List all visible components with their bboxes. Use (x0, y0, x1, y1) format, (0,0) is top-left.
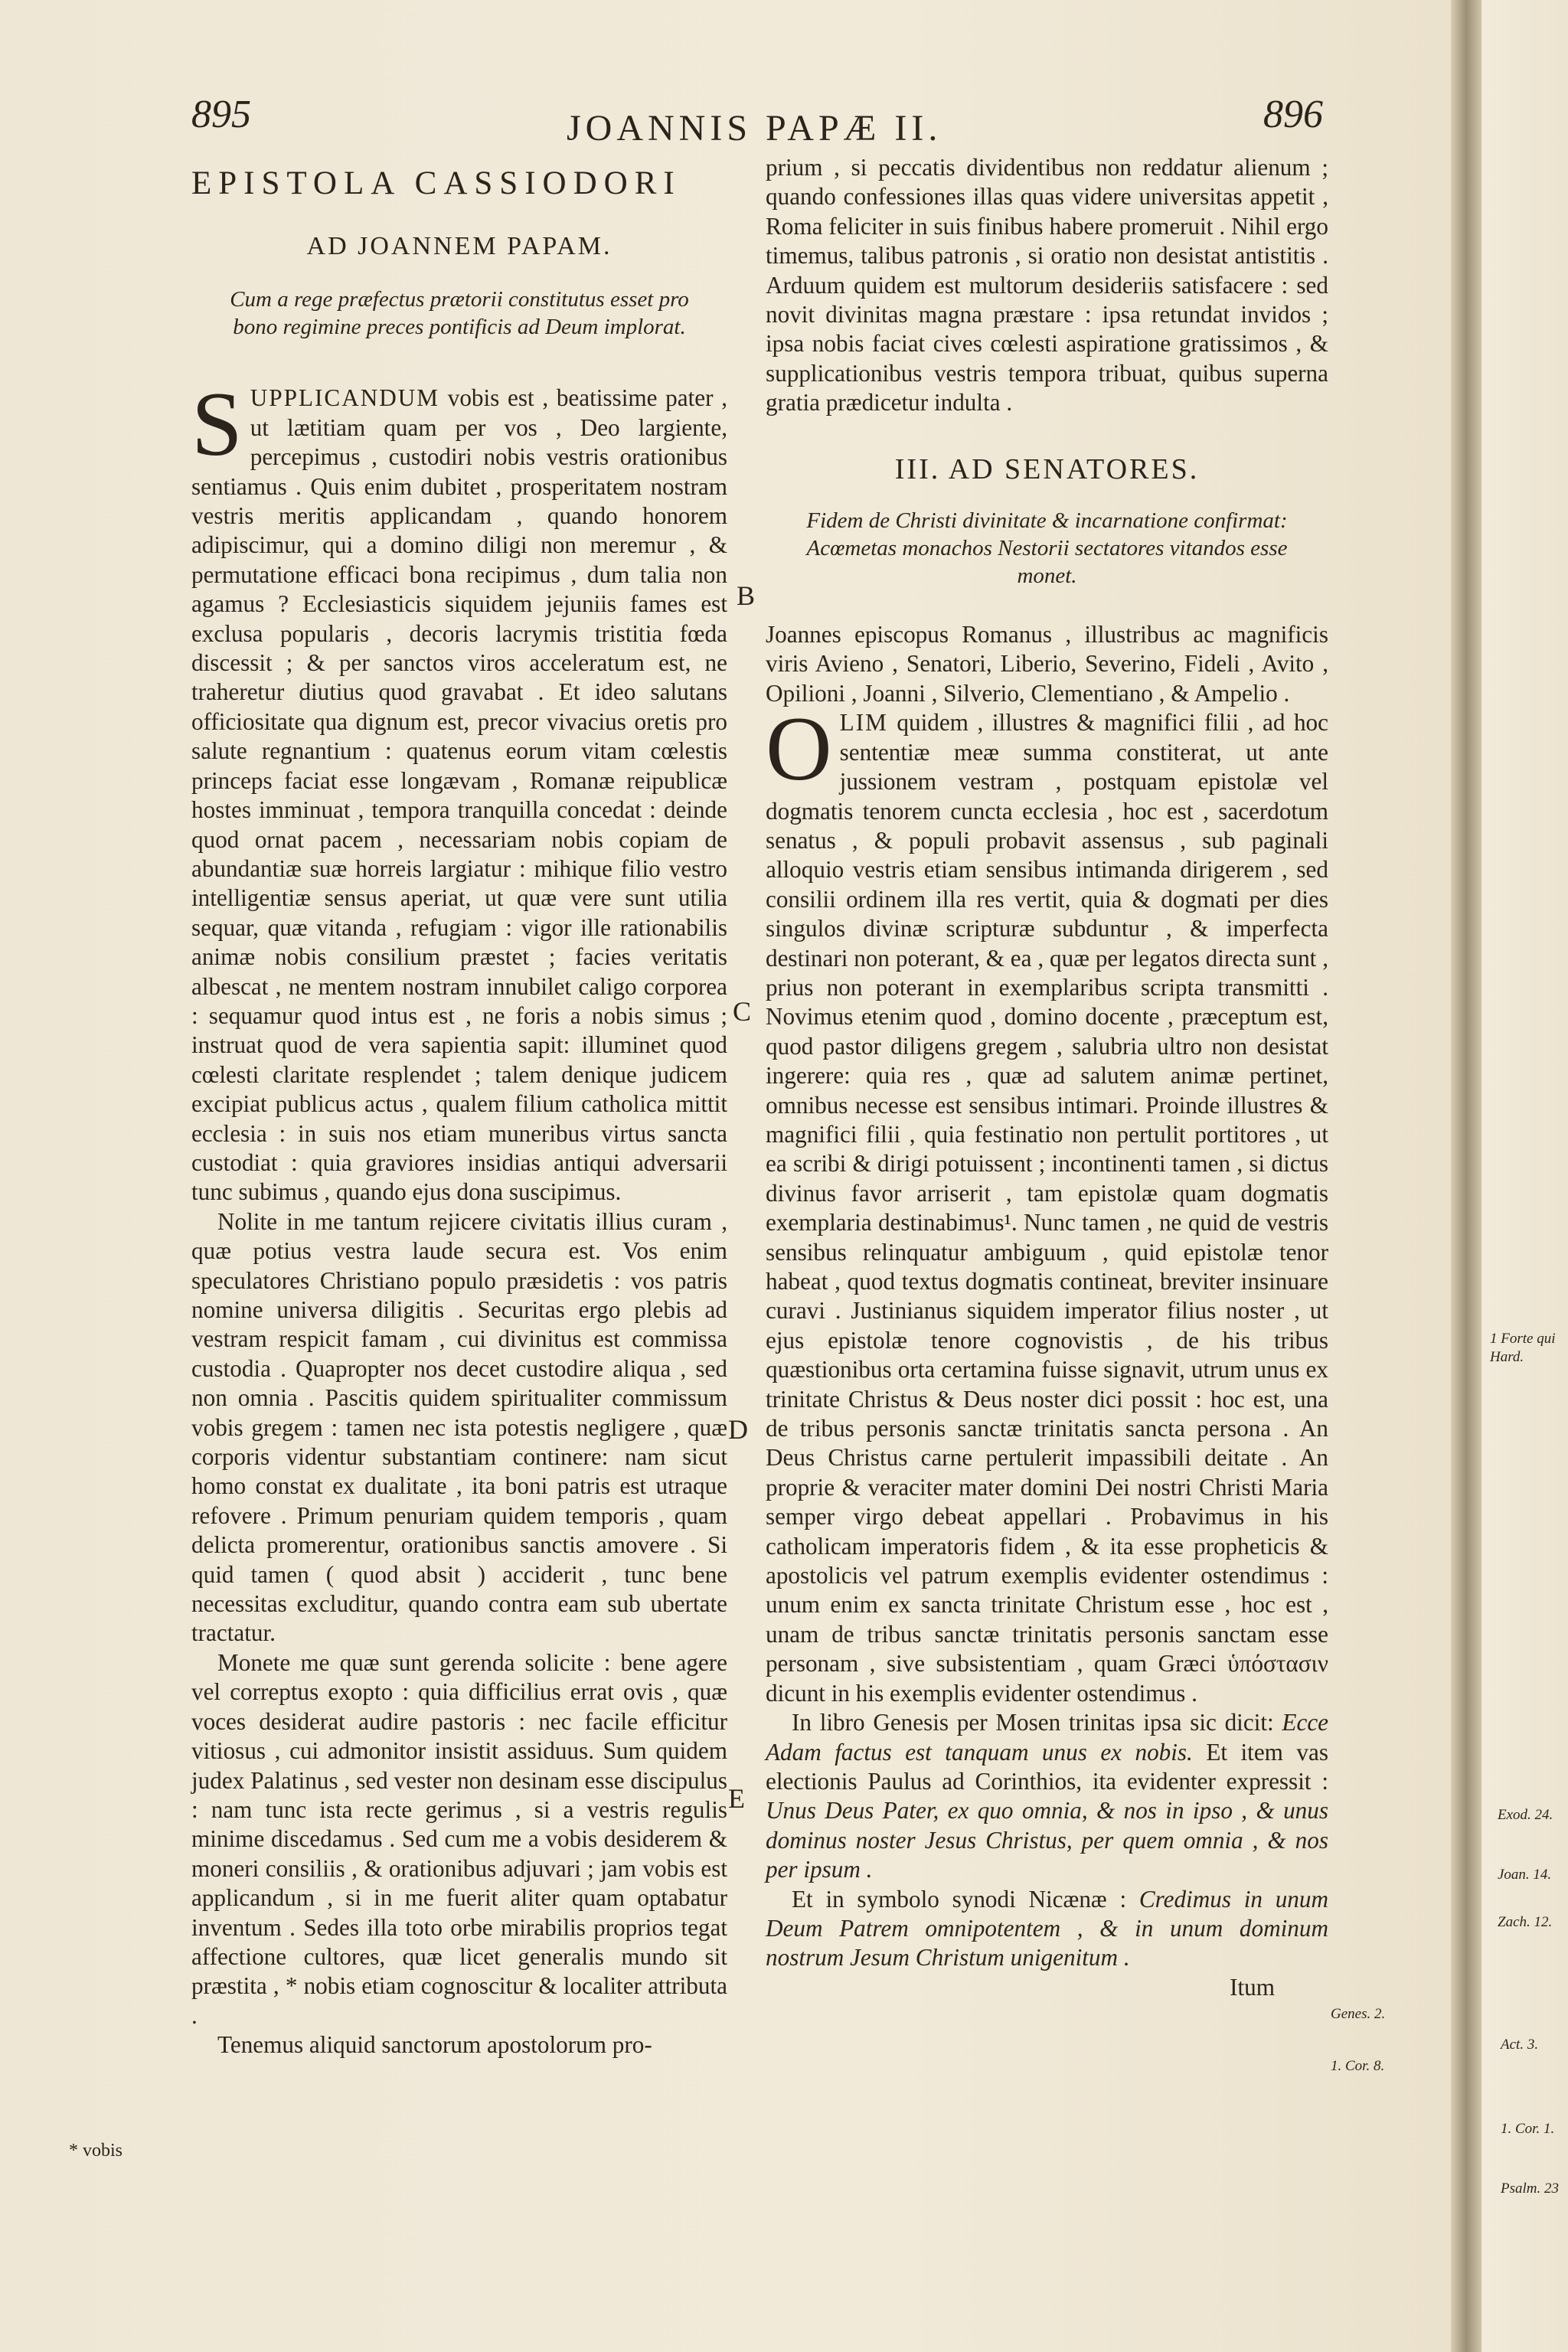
book-gutter (1451, 0, 1481, 2352)
section-letter-b: B (737, 580, 756, 611)
section-letter-e: E (728, 1783, 745, 1814)
drop-cap: O (766, 697, 832, 800)
paragraph: Nolite in me tantum rejicere civitatis illius curam , quæ potius vestra laude secura est. Vos enim speculatores Christiano populo præsidetis : vos patris nomine universa diligitis . Securitas ergo plebis ad vestram respicit famam , cui divinitus est commissa custodia . Quapropter nos decet custodire aliqua , sed non omnia . Pascitis quidem spiritualiter commissum vobis gregem : tamen nec ista potestis negligere , quæ corporis videntur substantiam continere: nam sicut homo constat ex dualitate , ita boni patris est utraque refovere . Primum penuriam quidem temporis , quam delicta promerentur, orationibus sanctis amovere . Si quid tamen ( quod absit ) acciderit , tunc bene necessitas excluditur, quando contra eam sub ubertate tractatur. (191, 1207, 727, 1647)
page-number-left: 895 (191, 93, 251, 136)
left-column (191, 165, 727, 2060)
first-word: LIM (839, 709, 888, 737)
paragraph: Monete me quæ sunt gerenda solicite : bene agere vel correptus exopto : quia difficilius errat ovis , quæ voces desiderat audire pastoris : nec facile efficitur vitiosus , cui admonitor insistit assiduus. Sum quidem judex Palatinus , sed vester non desinam esse discipulus : nam tunc ista recte gerimus , si a vestris regulis minime discedamus . Sed cum me a vobis desiderem & moneri consiliis , & orationibus adjuvari ; jam vobis est applicandum , si in me fuerit aliter quam optabatur inventum . Sedes illa toto orbe mirabilis proprios tegat affectione cultores, quæ licet generalis mundo sit præstita , * nobis etiam cognoscitur & localiter attributa . (191, 1648, 727, 2029)
paragraph (766, 697, 1328, 1708)
right-column (766, 153, 1328, 2002)
margin-note: Joan. 14. (1498, 1867, 1552, 1883)
margin-note: Hard. (1490, 1349, 1524, 1365)
paragraph-text: vobis est , beatissime pater , ut lætitiam quam per vos , Deo largiente, percepimus , custodiri nobis vestris orationibus sentiamus . Quis enim dubitet , prosperitatem nostram vestris meritis applicandam , quando honorem adipiscimur, qui a domino diligi non meremur , & permutatione efficaci bona recipimus , dum talia non agamus ? Ecclesiasticis siquidem jejuniis fames est exclusa popularis , decoris lacrymis tristitia fœda discessit ; & per sanctos viros acceleratum est, ne traheretur diutius quod gravabat . Et ideo salutans officiositate qua dignum est, precor vivacius oretis pro salute regnantium : quatenus eorum vitam cœlestis princeps faciat esse longævam , Romanæ reipublicæ hostes imminuat , tempora tranquilla concedat : deinde quod ornat pacem , necessariam nobis copiam de abundantiæ suæ horreis largiatur : mihique filio vestro intelligentiæ sensus aperiat, ut quæ vere sunt utilia sequar, quæ vitanda , refugiam : vigor ille rationabilis animæ nobis consilium præstet ; facies veritatis albescat , ne mentem nostram innubilet caligo corporea : sequamur quod intus est , ne foris a nobis simus ; instruat quod de vera sapientia sapit: illuminet quod cœlesti claritate resplendet ; talem denique judicem excipiat publicus actus , qualem filium catholica mittit ecclesia : in suis nos etiam muneribus virtus sancta custodiat : quia graviores insidias antiqui adversarii tunc subimus , quando ejus dona suscipimus. (191, 384, 727, 1206)
margin-note: Zach. 12. (1498, 1914, 1553, 1930)
epistle-title: EPISTOLA CASSIODORI (191, 165, 681, 201)
adjacent-page-edge (1481, 0, 1568, 2352)
page-number-right: 896 (1263, 93, 1323, 136)
paragraph: In libro Genesis per Mosen trinitas ipsa sic dicit: Ecce Adam factus est tanquam unus ex nobis. Et item vas electionis Paulus ad Corinthios, ita evidenter expressit : Unus Deus Pater, ex quo omnia, & nos in ipso , & unus dominus noster Jesus Christus, per quem omnia , & nos per ipsum . (766, 1709, 1328, 1883)
paragraph: Et in symbolo synodi Nicænæ : Credimus in unum Deum Patrem omnipotentem , & in unum dominum nostrum Jesum Christum unigenitum . (766, 1885, 1328, 1971)
paragraph-text: quidem , illustres & magnifici filii , ad hoc sententiæ meæ summa constiterat, ut ante jussionem vestram , postquam epistolæ vel dogmatis tenorem cuncta ecclesia , hoc est , sacerdotum senatus , & populi probavit assensus , sub paginali alloquio vestris etiam sensibus intimanda dirigerem , sed consilii ordinem illa res vertit, quia & dogmati per dies singulos divinæ scripturæ subduntur , & imperfecta destinari non poterant, & ea , quæ per legatos directa sunt , prius non poterant in exemplaribus scripta transmitti . Novimus etenim quod , domino docente , præceptum est, quod pastor diligens gregem , salubria ultro non desistat ingerere: quia res , quæ ad salutem animæ pertinet, omnibus necesse est sensibus intimari. Proinde illustres & magnifici filii , quia festinatio non pertulit portitores , ut ea scribi & dirigi potuissent ; incontinenti tamen , si dictus divinus favor arriserit , tam epistolæ quam dogmatis exemplaria destinabimus¹. Nunc tamen , ne quid de vestris sensibus relinquatur ambiguum , quid epistolæ tenor habeat , quod textus dogmatis contineat, breviter insinuare curavi . Justinianus siquidem imperator filius noster , ut ejus epistolæ tenore cognovistis , de his tribus quæstionibus orta certamina fuisse signavit, utrum unus ex trinitate Christus & Deus noster dici possit : hoc est, una de tribus personis sanctæ trinitatis sancta persona . An Deus Christus carne pertulerit impassibili deitate . An proprie & veraciter mater domini Dei nostri Christi Maria semper virgo debeat appellari . Probavimus in his catholicam imperatoris fidem , & ita esse propheticis & apostolicis vel patrum exemplis evidenter ostendimus : unum enim ex sancta trinitate Christum esse , hoc est , unam de tribus sanctæ trinitatis personis sanctam esse personam , sive subsistentiam , quam Græci ὑπόστασιν dicunt in his exemplis evidenter ostendimus . (766, 709, 1328, 1707)
margin-note: Act. 3. (1501, 2037, 1539, 2053)
left-margin-note: * vobis (69, 2141, 123, 2161)
paragraph (191, 373, 727, 1207)
paragraph: prium , si peccatis dividentibus non reddatur alienum ; quando confessiones illas quas videre universitas appetit , Roma feliciter in suis finibus habere promeruit . Nihil ergo timemus, talibus patronis , si oratio non desistat antistitis . Arduum quidem est multorum desideriis satisfacere : sed novit divinitas magna præstare : ipsa retundat invidos ; ipsa nobis faciat cives cœlesti aspiratione gratissimos , & supplicationibus vestris tempora tribuat, quibus superna gratia prædicetur indulta . (766, 154, 1328, 416)
margin-note: Psalm. 23 (1501, 2180, 1559, 2197)
scripture-quote: Unus Deus Pater, ex quo omnia, & nos in ipso , & unus dominus noster Jesus Christus, per quem omnia , & nos per ipsum . (766, 1797, 1328, 1883)
margin-note: Exod. 24. (1498, 1807, 1553, 1823)
paragraph: Tenemus aliquid sanctorum apostolorum pro- (217, 2031, 652, 2059)
margin-note: 1 Forte qui (1490, 1331, 1556, 1347)
margin-note: Genes. 2. (1331, 2006, 1386, 2022)
drop-cap: S (191, 373, 243, 475)
first-word: UPPLICANDUM (250, 384, 440, 412)
scripture-quote: Ecce Adam factus est tanquam unus ex nobis. (766, 1709, 1328, 1766)
section-title: III. AD SENATORES. (894, 452, 1200, 485)
margin-note: 1. Cor. 1. (1501, 2121, 1555, 2137)
epistle-addressee: AD JOANNEM PAPAM. (306, 232, 612, 260)
margin-note: 1. Cor. 8. (1331, 2058, 1385, 2074)
salutation: Joannes episcopus Romanus , illustribus ac magnificis viris Avieno , Senatori, Liberio, Severino, Fideli , Avito , Opilioni , Joanni , Silverio, Clementiano , & Ampelio . (766, 621, 1328, 707)
section-letter-d: D (728, 1414, 748, 1445)
catchword: Itum (1230, 1973, 1275, 2001)
epistle-summary: Cum a rege præfectus prætorii constitutus esset pro bono regimine preces pontificis ad Deum implorat. (230, 287, 689, 340)
running-title: JOANNIS PAPÆ II. (567, 108, 942, 149)
section-summary: Fidem de Christi divinitate & incarnatione confirmat: Acœmetas monachos Nestorii sectatores vitandos esse monet. (806, 508, 1288, 589)
creed-quote: Credimus in unum Deum Patrem omnipotentem , & in unum dominum nostrum Jesum Christum unigenitum . (766, 1885, 1328, 1971)
section-letter-c: C (733, 996, 752, 1027)
